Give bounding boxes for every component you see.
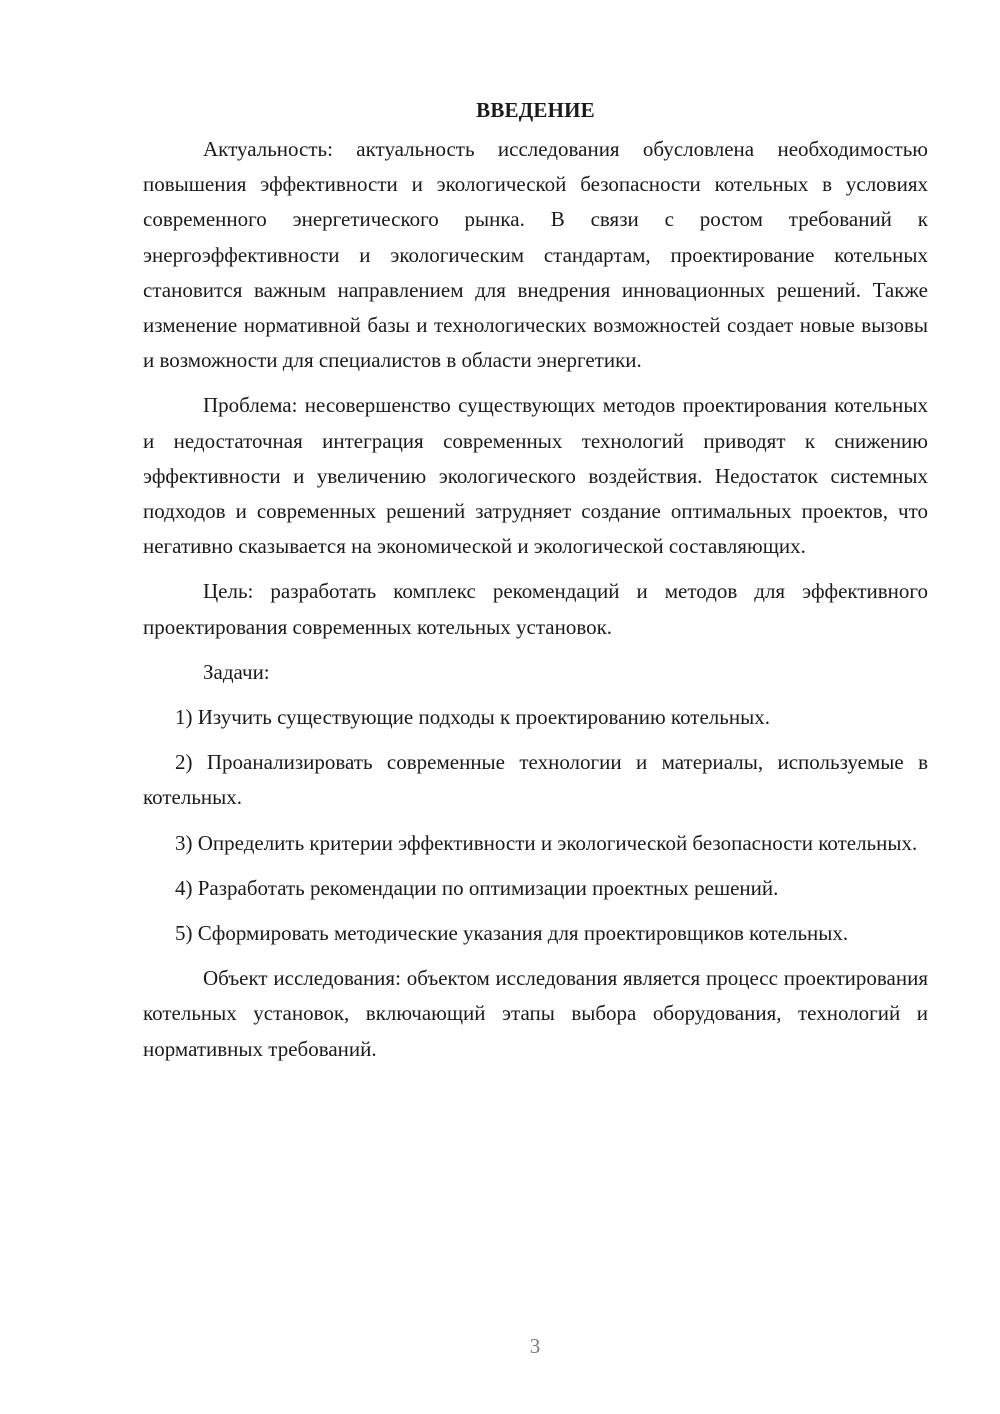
- paragraph-problem: Проблема: несовершенство существующих методов проектирования котельных и недостаточная интеграция современных технологий приводят к снижению эффективности и увеличению экологического воздействия. Недостаток системных подходов и современных решений затрудняет создание оптимальных проектов, что негативно сказывается на экономической и экологической составляющих.: [143, 393, 928, 559]
- task-item: 3) Определить критерии эффективности и экологической безопасности котельных.: [175, 830, 918, 855]
- task-item: 2) Проанализировать современные технологии и материалы, используемые в котельных.: [143, 750, 928, 810]
- task-item: 5) Сформировать методические указания для проектировщиков котельных.: [175, 921, 849, 946]
- page-number: 3: [529, 1334, 541, 1358]
- paragraph-goal: Цель: разработать комплекс рекомендаций и методов для эффективного проектирования современных котельных установок.: [143, 579, 928, 639]
- paragraph-object: Объект исследования: объектом исследования является процесс проектирования котельных установок, включающий этапы выбора оборудования, технологий и нормативных требований.: [143, 966, 928, 1061]
- task-item: 4) Разработать рекомендации по оптимизации проектных решений.: [175, 875, 779, 900]
- document-body: [143, 92, 928, 1077]
- paragraph-relevance: Актуальность: актуальность исследования обусловлена необходимостью повышения эффективности и экологической безопасности котельных в условиях современного энергетического рынка. В связи с ростом требований к энергоэффективности и экологическим стандартам, проектирование котельных становится важным направлением для внедрения инновационных решений. Также изменение нормативной базы и технологических возможностей создает новые вызовы и возможности для специалистов в области энергетики.: [143, 137, 928, 373]
- task-item: 1) Изучить существующие подходы к проектированию котельных.: [175, 705, 770, 730]
- section-title: ВВЕДЕНИЕ: [476, 98, 595, 122]
- tasks-heading: Задачи:: [203, 659, 270, 684]
